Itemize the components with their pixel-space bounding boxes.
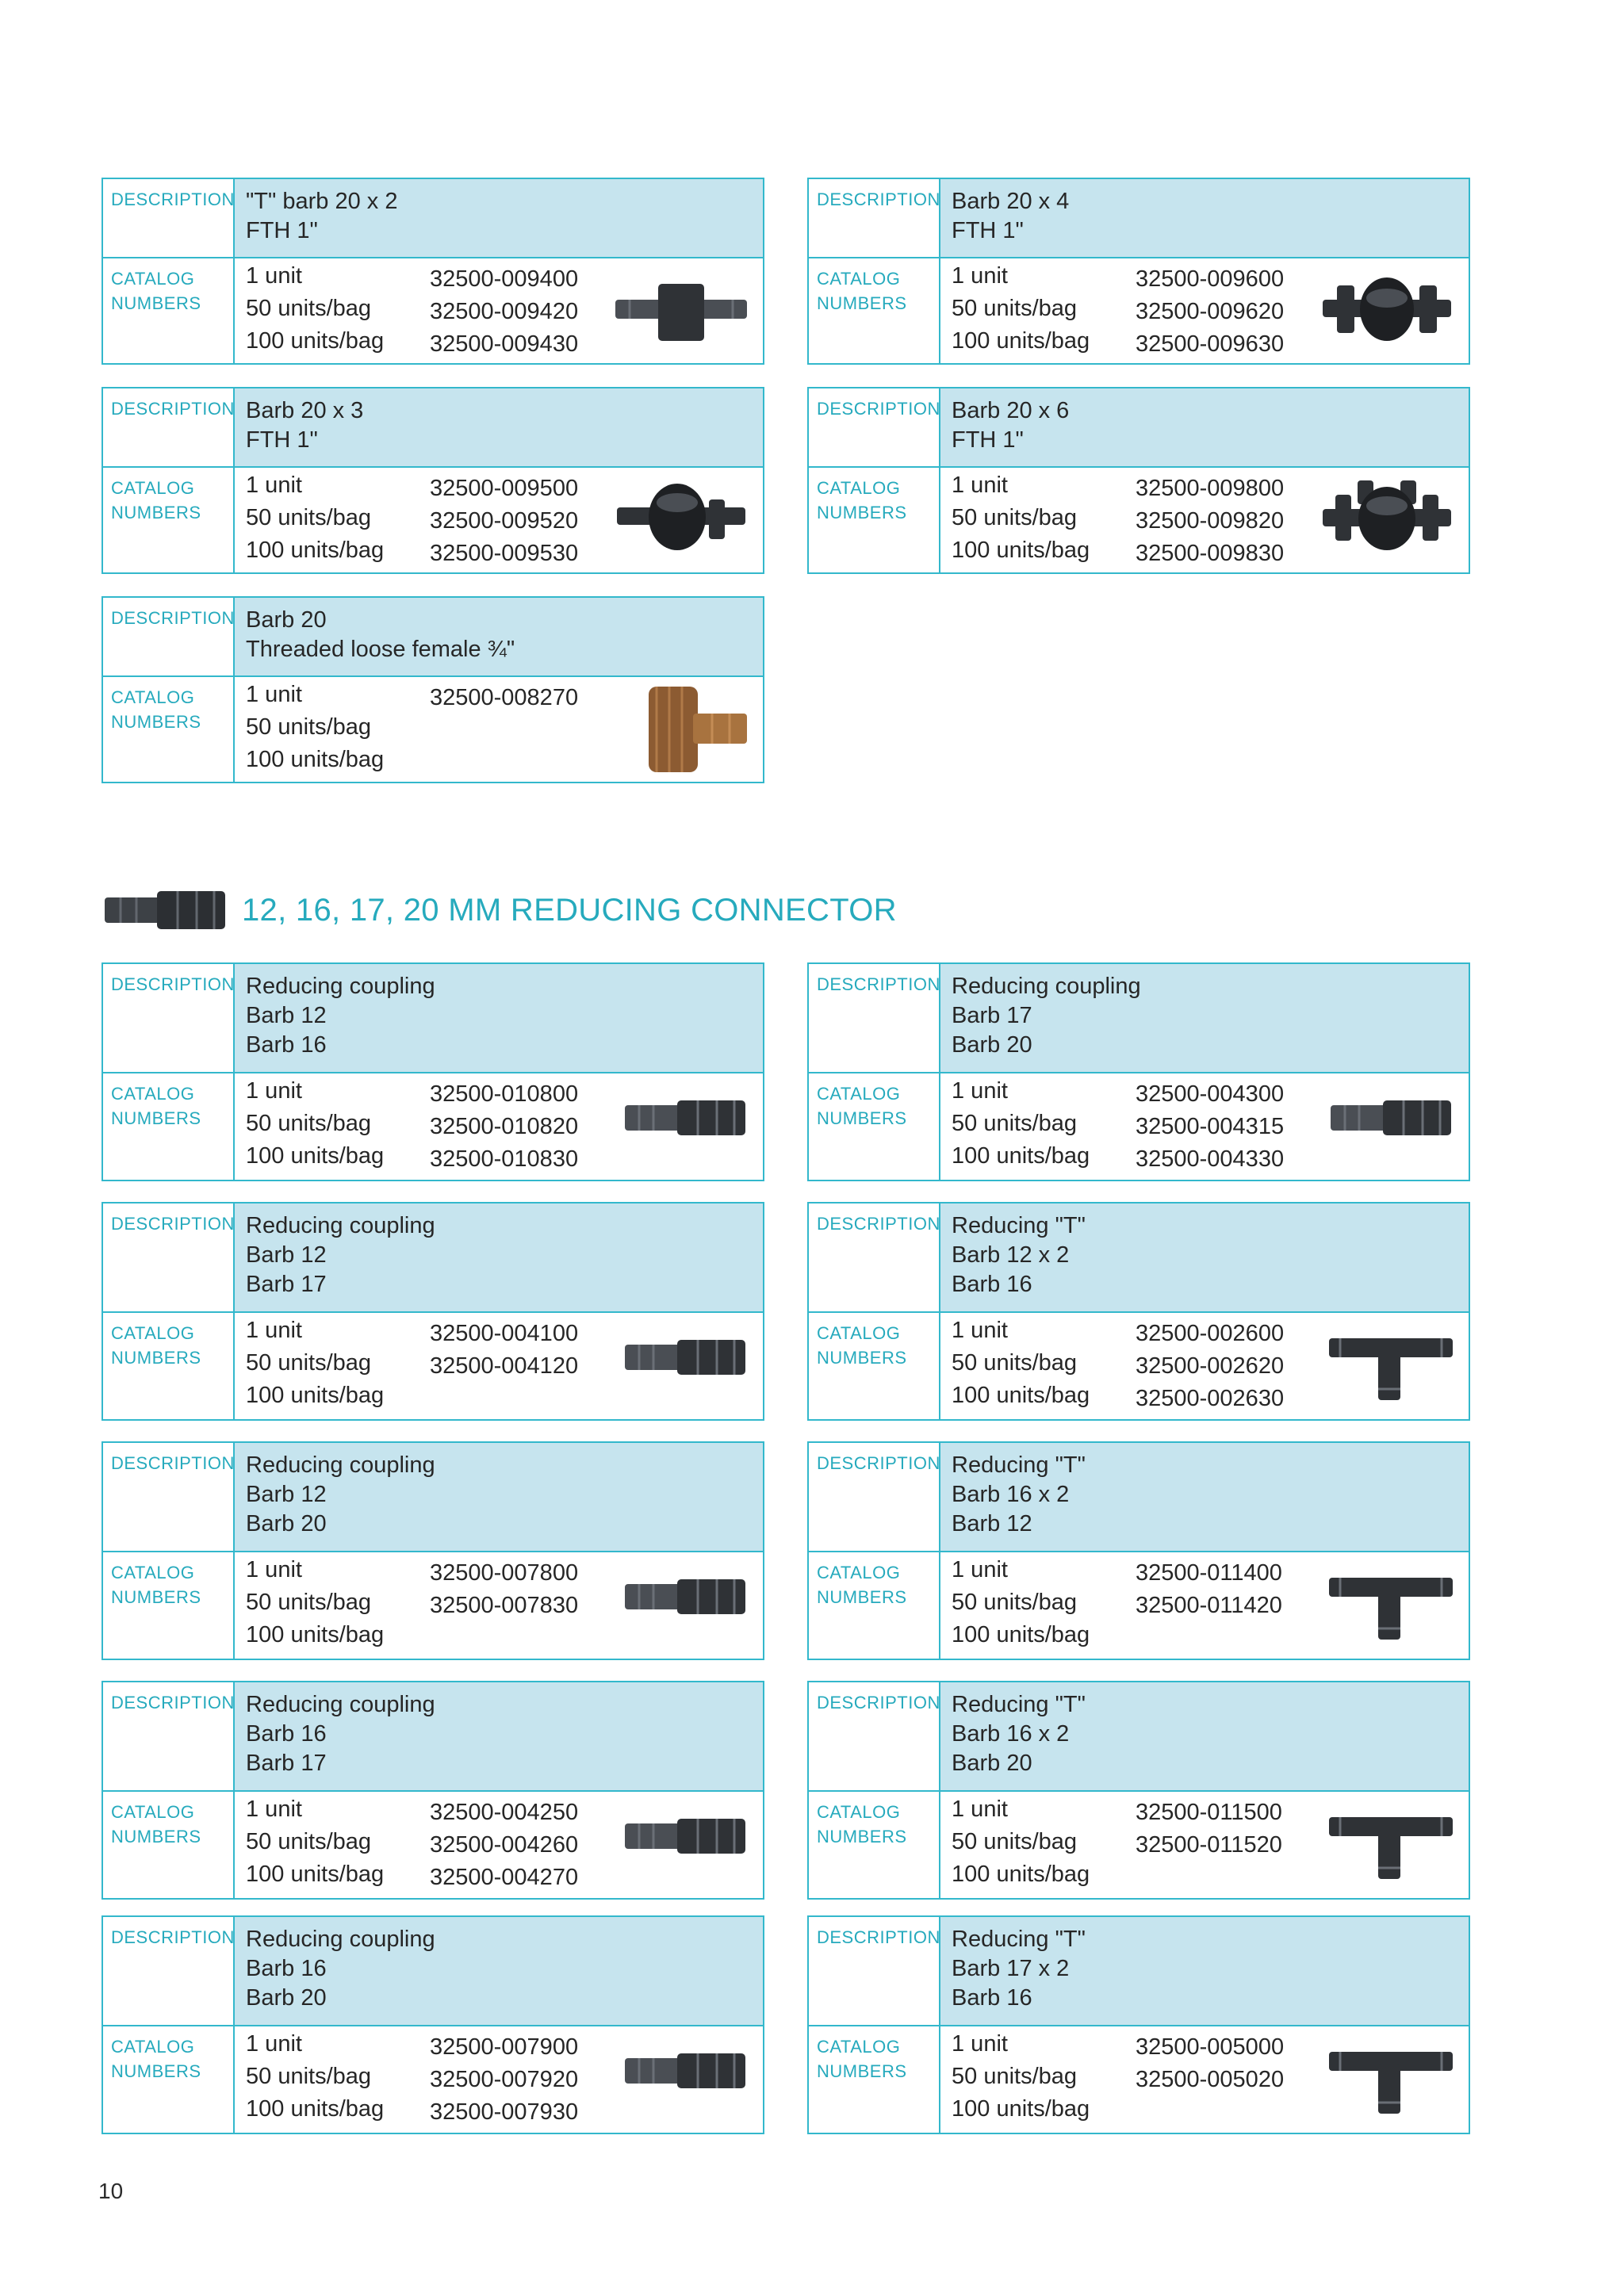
catalog-row bbox=[809, 258, 1469, 363]
catalog-number: 32500-005020 bbox=[1136, 2067, 1285, 2092]
description-label: DESCRIPTION bbox=[103, 1682, 235, 1790]
description-line: Reducing coupling bbox=[246, 1927, 435, 1952]
catalog-number: 32500-009800 bbox=[1136, 476, 1285, 501]
pack-quantity: 100 units/bag bbox=[952, 1622, 1090, 1647]
description-line: Reducing "T" bbox=[952, 1692, 1086, 1717]
description-line: Barb 20 bbox=[246, 1985, 327, 2011]
catalog-label-line: CATALOG bbox=[817, 1802, 901, 1822]
description-line: Barb 17 bbox=[246, 1272, 327, 1297]
description-line: Barb 20 x 3 bbox=[246, 398, 364, 423]
barb-6way-fth-icon bbox=[1320, 476, 1454, 559]
catalog-row bbox=[103, 1792, 763, 1898]
pack-quantity: 100 units/bag bbox=[952, 1383, 1090, 1408]
product-card bbox=[102, 1681, 764, 1900]
catalog-numbers-label bbox=[103, 468, 235, 572]
description-text bbox=[235, 1682, 435, 1790]
description-label: DESCRIPTION bbox=[809, 1682, 940, 1790]
catalog-numbers-label bbox=[809, 2026, 940, 2133]
description-line: Barb 16 bbox=[952, 1272, 1032, 1297]
description-line: "T" barb 20 x 2 bbox=[246, 189, 398, 214]
catalog-number: 32500-005000 bbox=[1136, 2034, 1285, 2060]
description-label: DESCRIPTION bbox=[103, 1443, 235, 1551]
pack-quantity: 1 unit bbox=[246, 263, 302, 289]
reducing-tee-icon bbox=[1327, 1332, 1454, 1407]
catalog-number: 32500-007920 bbox=[430, 2067, 579, 2092]
catalog-label-line: CATALOG bbox=[111, 1802, 195, 1822]
catalog-number: 32500-007900 bbox=[430, 2034, 579, 2060]
catalog-number: 32500-011400 bbox=[1136, 1560, 1282, 1586]
pack-quantity: 100 units/bag bbox=[246, 2096, 385, 2122]
catalog-label-line: CATALOG bbox=[111, 1563, 195, 1582]
pack-quantity: 1 unit bbox=[952, 2031, 1008, 2057]
description-row bbox=[103, 1917, 763, 2026]
catalog-row bbox=[103, 1073, 763, 1180]
pack-quantity: 1 unit bbox=[246, 1797, 302, 1822]
catalog-label-line: NUMBERS bbox=[111, 503, 201, 522]
catalog-label-line: NUMBERS bbox=[111, 1827, 201, 1846]
reducing-tee-icon bbox=[1327, 2045, 1454, 2121]
pack-quantity: 1 unit bbox=[952, 1797, 1008, 1822]
catalog-number: 32500-004330 bbox=[1136, 1146, 1285, 1172]
description-line: Reducing "T" bbox=[952, 1452, 1086, 1478]
description-row bbox=[809, 964, 1469, 1073]
description-line: Reducing coupling bbox=[952, 974, 1141, 999]
product-card bbox=[102, 1202, 764, 1421]
catalog-row bbox=[809, 468, 1469, 572]
catalog-row bbox=[809, 1552, 1469, 1659]
description-text bbox=[235, 388, 363, 466]
pack-quantity: 50 units/bag bbox=[246, 1111, 372, 1136]
catalog-row bbox=[103, 677, 763, 782]
description-line: Barb 16 x 2 bbox=[952, 1721, 1070, 1747]
catalog-row bbox=[103, 258, 763, 363]
description-line: Barb 20 x 4 bbox=[952, 189, 1070, 214]
catalog-row bbox=[103, 2026, 763, 2133]
section-title: 12, 16, 17, 20 MM REDUCING CONNECTOR bbox=[242, 893, 897, 928]
catalog-number: 32500-004270 bbox=[430, 1865, 579, 1890]
catalog-row bbox=[103, 1313, 763, 1419]
catalog-numbers-label bbox=[809, 1073, 940, 1180]
description-text bbox=[235, 179, 397, 257]
catalog-row bbox=[809, 1073, 1469, 1180]
pack-quantity: 100 units/bag bbox=[246, 1143, 385, 1169]
description-row bbox=[103, 179, 763, 258]
description-line: Barb 12 x 2 bbox=[952, 1242, 1070, 1268]
description-line: Barb 20 bbox=[246, 1511, 327, 1536]
pack-quantity: 1 unit bbox=[246, 1318, 302, 1343]
catalog-label-line: NUMBERS bbox=[111, 2061, 201, 2081]
catalog-body bbox=[235, 1313, 763, 1419]
pack-quantity: 1 unit bbox=[952, 263, 1008, 289]
catalog-body bbox=[235, 2026, 763, 2133]
pack-quantity: 1 unit bbox=[952, 1078, 1008, 1104]
description-line: Barb 12 bbox=[246, 1003, 327, 1028]
catalog-label-line: NUMBERS bbox=[817, 503, 907, 522]
pack-quantity: 100 units/bag bbox=[246, 538, 385, 563]
product-card bbox=[102, 1915, 764, 2134]
description-line: Reducing coupling bbox=[246, 1213, 435, 1238]
catalog-number: 32500-010800 bbox=[430, 1081, 579, 1107]
pack-quantity: 50 units/bag bbox=[246, 296, 372, 321]
catalog-body bbox=[235, 1552, 763, 1659]
product-card bbox=[102, 962, 764, 1181]
description-line: Barb 12 bbox=[246, 1242, 327, 1268]
description-row bbox=[103, 1443, 763, 1552]
catalog-number: 32500-009830 bbox=[1136, 541, 1285, 566]
pack-quantity: 50 units/bag bbox=[246, 1590, 372, 1615]
description-text bbox=[940, 964, 1141, 1072]
reducing-coupling-icon bbox=[622, 1812, 749, 1864]
catalog-numbers-label bbox=[103, 677, 235, 782]
catalog-body bbox=[940, 468, 1469, 572]
reducing-coupling-icon bbox=[622, 1573, 749, 1624]
description-row bbox=[809, 1917, 1469, 2026]
catalog-body bbox=[235, 258, 763, 363]
catalog-body bbox=[235, 677, 763, 782]
catalog-label-line: CATALOG bbox=[817, 269, 901, 289]
catalog-numbers-label bbox=[103, 1792, 235, 1898]
description-text bbox=[940, 179, 1069, 257]
catalog-label-line: CATALOG bbox=[111, 478, 195, 498]
pack-quantity: 50 units/bag bbox=[952, 1590, 1078, 1615]
pack-quantity: 1 unit bbox=[246, 1078, 302, 1104]
catalog-body bbox=[940, 1792, 1469, 1898]
catalog-row bbox=[103, 1552, 763, 1659]
description-label: DESCRIPTION bbox=[809, 388, 940, 466]
description-line: Threaded loose female ¾" bbox=[246, 637, 515, 662]
pack-quantity: 50 units/bag bbox=[952, 296, 1078, 321]
catalog-number: 32500-004120 bbox=[430, 1353, 579, 1379]
catalog-number: 32500-009420 bbox=[430, 299, 579, 324]
description-line: Reducing "T" bbox=[952, 1213, 1086, 1238]
catalog-number: 32500-008270 bbox=[430, 685, 579, 710]
catalog-number: 32500-009530 bbox=[430, 541, 579, 566]
catalog-body bbox=[235, 1792, 763, 1898]
catalog-body bbox=[940, 1313, 1469, 1419]
catalog-numbers-label bbox=[809, 258, 940, 363]
pack-quantity: 100 units/bag bbox=[246, 328, 385, 354]
description-line: Barb 20 bbox=[952, 1751, 1032, 1776]
product-card bbox=[807, 387, 1470, 574]
catalog-number: 32500-010820 bbox=[430, 1114, 579, 1139]
barb-4way-fth-icon bbox=[1320, 271, 1454, 354]
description-line: Barb 17 bbox=[246, 1751, 327, 1776]
description-label: DESCRIPTION bbox=[103, 1917, 235, 2025]
description-text bbox=[235, 1443, 435, 1551]
pack-quantity: 100 units/bag bbox=[246, 747, 385, 772]
pack-quantity: 50 units/bag bbox=[246, 1350, 372, 1376]
catalog-number: 32500-009630 bbox=[1136, 331, 1285, 357]
catalog-label-line: CATALOG bbox=[111, 687, 195, 707]
product-card bbox=[807, 1441, 1470, 1660]
reducing-coupling-icon bbox=[622, 1094, 749, 1146]
catalog-number: 32500-009600 bbox=[1136, 266, 1285, 292]
product-card bbox=[807, 178, 1470, 365]
catalog-label-line: NUMBERS bbox=[111, 293, 201, 313]
catalog-label-line: CATALOG bbox=[111, 269, 195, 289]
description-row bbox=[809, 1203, 1469, 1313]
pack-quantity: 100 units/bag bbox=[246, 1622, 385, 1647]
catalog-label-line: CATALOG bbox=[817, 1563, 901, 1582]
catalog-numbers-label bbox=[809, 1552, 940, 1659]
catalog-row bbox=[103, 468, 763, 572]
description-line: Reducing coupling bbox=[246, 1452, 435, 1478]
description-row bbox=[809, 388, 1469, 468]
description-line: FTH 1" bbox=[246, 218, 318, 243]
description-label: DESCRIPTION bbox=[809, 1443, 940, 1551]
catalog-numbers-label bbox=[809, 468, 940, 572]
catalog-label-line: NUMBERS bbox=[817, 1587, 907, 1607]
catalog-number: 32500-004100 bbox=[430, 1321, 579, 1346]
description-label: DESCRIPTION bbox=[809, 1917, 940, 2025]
pack-quantity: 50 units/bag bbox=[246, 505, 372, 530]
catalog-label-line: NUMBERS bbox=[817, 2061, 907, 2081]
pack-quantity: 50 units/bag bbox=[952, 1350, 1078, 1376]
description-label: DESCRIPTION bbox=[809, 179, 940, 257]
catalog-number: 32500-010830 bbox=[430, 1146, 579, 1172]
reducing-tee-icon bbox=[1327, 1811, 1454, 1886]
catalog-label-line: CATALOG bbox=[817, 478, 901, 498]
description-label: DESCRIPTION bbox=[809, 964, 940, 1072]
catalog-number: 32500-004300 bbox=[1136, 1081, 1285, 1107]
catalog-label-line: NUMBERS bbox=[111, 1348, 201, 1368]
catalog-label-line: CATALOG bbox=[111, 1084, 195, 1104]
catalog-label-line: NUMBERS bbox=[111, 1108, 201, 1128]
catalog-body bbox=[940, 1073, 1469, 1180]
catalog-body bbox=[235, 1073, 763, 1180]
description-row bbox=[103, 964, 763, 1073]
catalog-label-line: NUMBERS bbox=[817, 1348, 907, 1368]
catalog-number: 32500-011420 bbox=[1136, 1593, 1282, 1618]
description-line: Barb 17 bbox=[952, 1003, 1032, 1028]
pack-quantity: 50 units/bag bbox=[952, 1111, 1078, 1136]
pack-quantity: 50 units/bag bbox=[952, 505, 1078, 530]
product-card bbox=[102, 1441, 764, 1660]
description-line: Barb 20 bbox=[246, 607, 327, 633]
description-text bbox=[235, 1917, 435, 2025]
catalog-numbers-label bbox=[809, 1313, 940, 1419]
pack-quantity: 100 units/bag bbox=[952, 538, 1090, 563]
pack-quantity: 1 unit bbox=[952, 473, 1008, 498]
description-label: DESCRIPTION bbox=[103, 598, 235, 675]
product-card bbox=[102, 387, 764, 574]
pack-quantity: 1 unit bbox=[952, 1318, 1008, 1343]
pack-quantity: 100 units/bag bbox=[246, 1383, 385, 1408]
description-text bbox=[940, 1682, 1086, 1790]
catalog-label-line: CATALOG bbox=[111, 1323, 195, 1343]
barb-3way-fth-icon bbox=[614, 476, 749, 559]
catalog-number: 32500-002630 bbox=[1136, 1386, 1285, 1411]
product-card bbox=[807, 1915, 1470, 2134]
catalog-label-line: NUMBERS bbox=[111, 712, 201, 732]
pack-quantity: 100 units/bag bbox=[952, 328, 1090, 354]
catalog-label-line: CATALOG bbox=[111, 2037, 195, 2057]
catalog-label-line: CATALOG bbox=[817, 2037, 901, 2057]
pack-quantity: 50 units/bag bbox=[246, 714, 372, 740]
catalog-label-line: CATALOG bbox=[817, 1323, 901, 1343]
pack-quantity: 100 units/bag bbox=[952, 2096, 1090, 2122]
description-line: Barb 16 bbox=[952, 1985, 1032, 2011]
description-row bbox=[103, 388, 763, 468]
catalog-number: 32500-002620 bbox=[1136, 1353, 1285, 1379]
description-line: Barb 16 bbox=[246, 1032, 327, 1058]
description-line: Barb 20 x 6 bbox=[952, 398, 1070, 423]
description-label: DESCRIPTION bbox=[103, 388, 235, 466]
reducing-coupling-icon bbox=[1327, 1094, 1454, 1146]
pack-quantity: 50 units/bag bbox=[952, 2064, 1078, 2089]
description-line: Barb 12 bbox=[246, 1482, 327, 1507]
pack-quantity: 1 unit bbox=[246, 1557, 302, 1582]
catalog-label-line: CATALOG bbox=[817, 1084, 901, 1104]
catalog-number: 32500-009500 bbox=[430, 476, 579, 501]
pack-quantity: 1 unit bbox=[246, 473, 302, 498]
catalog-body bbox=[940, 2026, 1469, 2133]
description-line: FTH 1" bbox=[952, 427, 1024, 453]
catalog-numbers-label bbox=[809, 1792, 940, 1898]
description-text bbox=[235, 1203, 435, 1311]
description-row bbox=[103, 1203, 763, 1313]
description-line: Barb 12 bbox=[952, 1511, 1032, 1536]
product-card bbox=[807, 1681, 1470, 1900]
pack-quantity: 50 units/bag bbox=[246, 2064, 372, 2089]
description-line: Reducing "T" bbox=[952, 1927, 1086, 1952]
barb-tee-fth-icon bbox=[614, 276, 749, 351]
page-number: 10 bbox=[98, 2179, 124, 2203]
description-row bbox=[809, 1443, 1469, 1552]
catalog-label-line: NUMBERS bbox=[111, 1587, 201, 1607]
description-label: DESCRIPTION bbox=[103, 179, 235, 257]
product-card bbox=[807, 962, 1470, 1181]
reducing-coupling-icon bbox=[622, 2047, 749, 2099]
pack-quantity: 50 units/bag bbox=[246, 1829, 372, 1854]
pack-quantity: 1 unit bbox=[952, 1557, 1008, 1582]
catalog-number: 32500-009520 bbox=[430, 508, 579, 534]
catalog-body bbox=[235, 468, 763, 572]
catalog-numbers-label bbox=[103, 258, 235, 363]
description-line: FTH 1" bbox=[952, 218, 1024, 243]
description-line: Barb 16 bbox=[246, 1956, 327, 1981]
catalog-body bbox=[940, 258, 1469, 363]
description-text bbox=[940, 1203, 1086, 1311]
catalog-row bbox=[809, 2026, 1469, 2133]
catalog-number: 32500-011520 bbox=[1136, 1832, 1282, 1858]
catalog-row bbox=[809, 1792, 1469, 1898]
pack-quantity: 100 units/bag bbox=[952, 1862, 1090, 1887]
description-line: Barb 16 x 2 bbox=[952, 1482, 1070, 1507]
reducing-coupling-icon bbox=[622, 1334, 749, 1385]
description-row bbox=[809, 179, 1469, 258]
catalog-number: 32500-007800 bbox=[430, 1560, 579, 1586]
catalog-label-line: NUMBERS bbox=[817, 1827, 907, 1846]
threaded-female-barb-icon bbox=[645, 682, 749, 781]
catalog-label-line: NUMBERS bbox=[817, 1108, 907, 1128]
description-line: Barb 20 bbox=[952, 1032, 1032, 1058]
catalog-row bbox=[809, 1313, 1469, 1419]
description-text bbox=[235, 598, 515, 675]
description-row bbox=[103, 598, 763, 677]
catalog-number: 32500-009400 bbox=[430, 266, 579, 292]
catalog-number: 32500-004315 bbox=[1136, 1114, 1285, 1139]
catalog-body bbox=[940, 1552, 1469, 1659]
description-label: DESCRIPTION bbox=[103, 1203, 235, 1311]
catalog-number: 32500-009430 bbox=[430, 331, 579, 357]
description-text bbox=[940, 388, 1069, 466]
catalog-number: 32500-009820 bbox=[1136, 508, 1285, 534]
description-line: Barb 16 bbox=[246, 1721, 327, 1747]
pack-quantity: 50 units/bag bbox=[952, 1829, 1078, 1854]
reducing-connector-icon bbox=[102, 885, 228, 939]
pack-quantity: 1 unit bbox=[246, 2031, 302, 2057]
pack-quantity: 100 units/bag bbox=[952, 1143, 1090, 1169]
product-card bbox=[102, 596, 764, 783]
description-label: DESCRIPTION bbox=[809, 1203, 940, 1311]
catalog-number: 32500-002600 bbox=[1136, 1321, 1285, 1346]
description-line: Reducing coupling bbox=[246, 1692, 435, 1717]
description-text bbox=[940, 1443, 1086, 1551]
catalog-numbers-label bbox=[103, 1552, 235, 1659]
description-label: DESCRIPTION bbox=[103, 964, 235, 1072]
pack-quantity: 1 unit bbox=[246, 682, 302, 707]
catalog-number: 32500-011500 bbox=[1136, 1800, 1282, 1825]
catalog-numbers-label bbox=[103, 1073, 235, 1180]
description-row bbox=[809, 1682, 1469, 1792]
product-card bbox=[102, 178, 764, 365]
product-card bbox=[807, 1202, 1470, 1421]
catalog-numbers-label bbox=[103, 2026, 235, 2133]
description-row bbox=[103, 1682, 763, 1792]
catalog-number: 32500-007830 bbox=[430, 1593, 579, 1618]
description-line: Barb 17 x 2 bbox=[952, 1956, 1070, 1981]
catalog-number: 32500-004250 bbox=[430, 1800, 579, 1825]
description-line: FTH 1" bbox=[246, 427, 318, 453]
catalog-number: 32500-004260 bbox=[430, 1832, 579, 1858]
catalog-numbers-label bbox=[103, 1313, 235, 1419]
catalog-number: 32500-009620 bbox=[1136, 299, 1285, 324]
description-line: Reducing coupling bbox=[246, 974, 435, 999]
catalog-label-line: NUMBERS bbox=[817, 293, 907, 313]
catalog-number: 32500-007930 bbox=[430, 2099, 579, 2125]
reducing-tee-icon bbox=[1327, 1571, 1454, 1647]
description-text bbox=[940, 1917, 1086, 2025]
description-text bbox=[235, 964, 435, 1072]
pack-quantity: 100 units/bag bbox=[246, 1862, 385, 1887]
